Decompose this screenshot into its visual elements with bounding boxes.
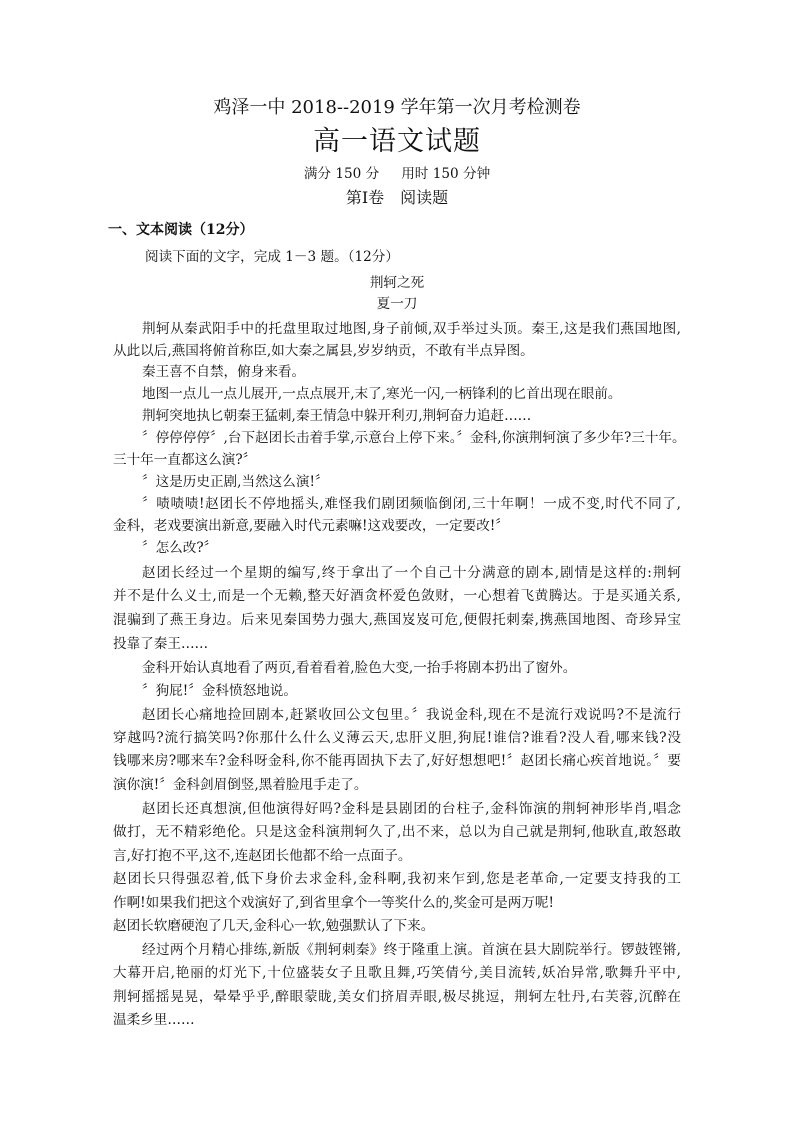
story-line: 地图一点儿一点儿展开,一点点展开,末了,寒光一闪,一柄锋利的匕首出现在眼前。 [142, 386, 622, 402]
story-line: 三十年一直都这么演?〞 [113, 452, 257, 468]
story-line: 言,好打抱不平,这不,连赵团长他都不给一点面子。 [113, 848, 412, 864]
exam-meta [0, 164, 794, 184]
story-line: 赵团长软磨硬泡了几天,金科心一软,勉强默认了下来。 [113, 918, 435, 934]
story-title: 荆轲之死 [369, 275, 425, 291]
story-line: 金科，老戏要演出新意,要融入时代元素嘛!这戏要改，一定要改!〞 [113, 518, 509, 534]
story-line: 温柔乡里…… [113, 1012, 195, 1028]
subject-title: 高一语文试题 [313, 126, 481, 157]
story-line: 〞啧啧啧!赵团长不停地摇头,难怪我们剧团频临倒闭,三十年啊！一成不变,时代不同了, [142, 496, 681, 512]
story-line: 从此以后,燕国将俯首称臣,如大秦之属县,岁岁纳贡，不敢有半点异图。 [113, 343, 534, 359]
story-line: 赵团长经过一个星期的编写,终于拿出了一个自己十分满意的剧本,剧情是这样的:荆轲 [142, 565, 681, 581]
story-line: 荆轲从秦武阳手中的托盘里取过地图,身子前倾,双手举过头顶。秦王,这是我们燕国地图, [142, 321, 681, 337]
section-heading: 一、文本阅读（12分） [108, 222, 254, 238]
story-line: 秦王喜不自禁，俯身来看。 [142, 364, 306, 380]
story-line: 演你演!〞金科剑眉倒竖,黑着脸甩手走了。 [113, 777, 368, 793]
section-instruction: 阅读下面的文字，完成 1－3 题。（12分） [145, 249, 399, 265]
story-line: 〞这是历史正剧,当然这么演!〞 [142, 474, 329, 490]
story-line: 作啊!如果我们把这个戏演好了,到省里拿个一等奖什么的,奖金可是两万呢! [113, 895, 554, 911]
story-author: 夏一刀 [376, 296, 418, 312]
exam-title: 鸡泽一中 2018--2019 学年第一次月考检测卷 [213, 97, 581, 118]
story-line: 〞怎么改?〞 [142, 540, 218, 556]
story-line: 荆轲摇摇晃晃，晕晕乎乎,醉眼蒙眬,美女们挤眉弄眼,极尽挑逗，荆轲左牡丹,右芙蓉,沉醉在 [113, 989, 681, 1005]
story-line: 大幕开启,艳丽的灯光下,十位盛装女子且歌且舞,巧笑倩兮,美目流转,妖冶异常,歌舞升平中, [113, 965, 681, 981]
story-line: 荆轲突地执匕朝秦王猛刺,秦王情急中躲开利刃,荆轲奋力追赶…… [142, 408, 532, 424]
story-line: 做打，无不精彩绝伦。只是这金科演荆轲久了,出不来，总以为自己就是荆轲,他耿直,敢怒敢 [113, 824, 681, 840]
story-line: 赵团长只得强忍着,低下身价去求金科,金科啊,我初来乍到,您是老革命,一定要支持我的工 [113, 871, 681, 887]
volume-heading: 第Ⅰ卷 阅读题 [345, 188, 449, 207]
story-line: 赵团长还真想演,但他演得好吗?金科是县剧团的台柱子,金科饰演的荆轲神形毕肖,唱念 [142, 801, 681, 817]
time-limit: 用时 150 分钟 [401, 166, 491, 182]
story-line: 混骗到了燕王身边。后来见秦国势力强大,燕国岌岌可危,便假托刺秦,携燕国地图、奇珍异宝 [113, 612, 681, 628]
story-line: 赵团长心痛地捡回剧本,赶紧收回公文包里。〞我说金科,现在不是流行戏说吗?不是流行 [142, 707, 681, 723]
story-line: 金科开始认真地看了两页,看着看着,脸色大变,一抬手将剧本扔出了窗外。 [142, 660, 577, 676]
story-line: 穿越吗?流行搞笑吗?你那什么什么义薄云天,忠肝义胆,狗屁!谁信?谁看?没人看,哪来钱?没 [113, 730, 681, 746]
story-line: 并不是什么义士,而是一个无赖,整天好酒贪杯爱色敛财，一心想着飞黄腾达。于是买通关系, [113, 588, 681, 604]
story-line: 钱哪来房?哪来车?金科呀金科,你不能再固执下去了,好好想想吧!〞赵团长痛心疾首地说。〞要 [113, 753, 681, 769]
story-line: 经过两个月精心排练,新版《荆轲刺秦》终于隆重上演。首演在县大剧院举行。锣鼓铿锵, [142, 942, 681, 958]
story-line: 投靠了秦王…… [113, 636, 209, 652]
story-line: 〞狗屁!〞金科愤怒地说。 [142, 683, 297, 699]
story-line: 〞停停停停〞,台下赵团长击着手掌,示意台上停下来。〞金科,你演荆轲演了多少年?三十年。 [142, 430, 686, 446]
full-score: 满分 150 分 [303, 166, 380, 182]
